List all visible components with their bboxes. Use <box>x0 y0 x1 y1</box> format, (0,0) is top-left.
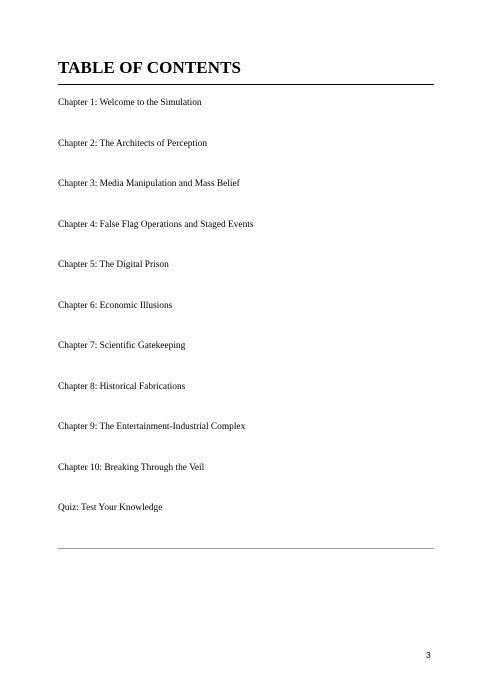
toc-entry-chapter-6[interactable]: Chapter 6: Economic Illusions <box>58 300 173 311</box>
toc-entry-chapter-1[interactable]: Chapter 1: Welcome to the Simulation <box>58 98 202 108</box>
toc-entry-quiz[interactable]: Quiz: Test Your Knowledge <box>58 503 163 513</box>
toc-list <box>58 97 254 543</box>
toc-entry-chapter-8[interactable]: Chapter 8: Historical Fabrications <box>58 381 186 392</box>
toc-entry-chapter-9[interactable]: Chapter 9: The Entertainment-Industrial Complex <box>58 422 246 432</box>
page-number: 3 <box>426 650 431 660</box>
toc-entry-chapter-10[interactable]: Chapter 10: Breaking Through the Veil <box>58 462 205 473</box>
toc-entry-chapter-3[interactable]: Chapter 3: Media Manipulation and Mass Belief <box>58 179 240 189</box>
toc-entry-chapter-7[interactable]: Chapter 7: Scientific Gatekeeping <box>58 341 186 351</box>
section-divider <box>58 548 434 549</box>
toc-entry-chapter-2[interactable]: Chapter 2: The Architects of Perception <box>58 138 208 149</box>
toc-entry-chapter-4[interactable]: Chapter 4: False Flag Operations and Staged Events <box>58 219 254 230</box>
title-divider <box>58 84 434 85</box>
page-title: TABLE OF CONTENTS <box>58 58 242 77</box>
toc-entry-chapter-5[interactable]: Chapter 5: The Digital Prison <box>58 260 169 270</box>
